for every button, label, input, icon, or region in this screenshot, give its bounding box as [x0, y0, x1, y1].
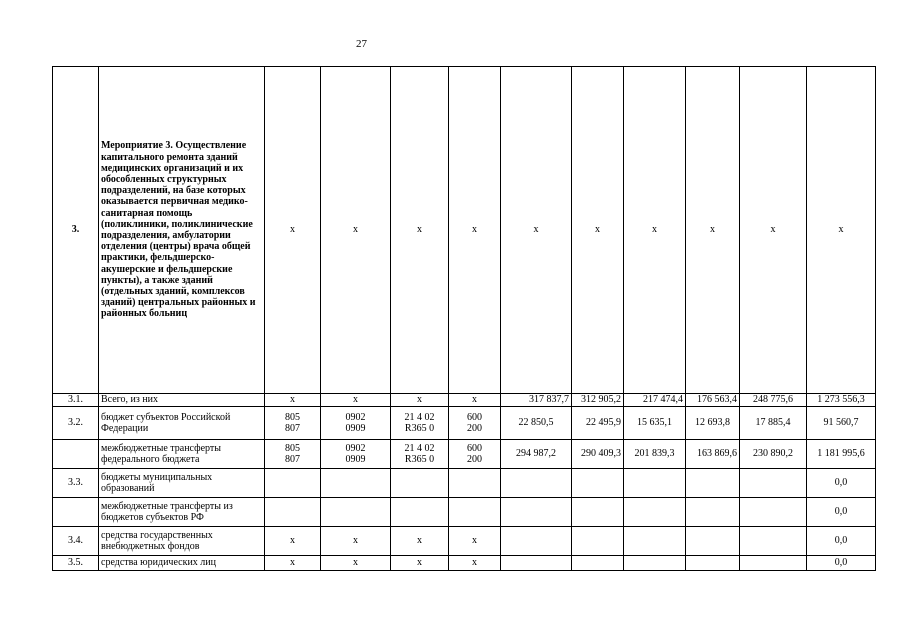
value-cell [686, 498, 740, 527]
vr-cell: x [449, 394, 501, 407]
value-cell [686, 556, 740, 571]
total-cell: 0,0 [807, 498, 876, 527]
measure-title: Мероприятие 3. Осуществление капитального ремонта зданий медицинских организаций и их обособленных структурных подразделений, на базе которых оказывается первичная медико-санитарная помощь (поликлиники, поликлинические подразделения, амбулатории отделения (центры) врача общей практики, фельдшерско-акушерские и фельдшерские пункты), а также зданий (отдельных зданий, комплексов зданий) центральных районных и районных больниц [99, 67, 265, 394]
rzpr-cell [321, 498, 391, 527]
row-number: 3.5. [53, 556, 99, 571]
value-cell [572, 469, 624, 498]
vr-cell: 600 200 [449, 440, 501, 469]
table-row [53, 394, 876, 407]
measure-cell: x [740, 67, 807, 394]
measure-cell: x [572, 67, 624, 394]
value-cell [624, 527, 686, 556]
measure-row [53, 67, 876, 394]
table-row [53, 498, 876, 527]
budget-table [52, 66, 876, 571]
total-cell: 1 273 556,3 [807, 394, 876, 407]
measure-cell: x [807, 67, 876, 394]
value-cell: 230 890,2 [740, 440, 807, 469]
grbs-cell: 805 807 [265, 407, 321, 440]
grbs-cell: x [265, 556, 321, 571]
row-source: межбюджетные трансферты из бюджетов субъектов РФ [99, 498, 265, 527]
value-cell: 317 837,7 [501, 394, 572, 407]
row-number: 3.1. [53, 394, 99, 407]
value-cell [740, 469, 807, 498]
rzpr-cell: x [321, 394, 391, 407]
value-cell: 248 775,6 [740, 394, 807, 407]
row-source: бюджеты муниципальных образований [99, 469, 265, 498]
row-number [53, 440, 99, 469]
rzpr-cell: 0902 0909 [321, 440, 391, 469]
vr-cell [449, 498, 501, 527]
value-cell [740, 527, 807, 556]
row-source: Всего, из них [99, 394, 265, 407]
value-cell: 15 635,1 [624, 407, 686, 440]
csr-cell: x [391, 394, 449, 407]
csr-cell: 21 4 02 R365 0 [391, 407, 449, 440]
total-cell: 91 560,7 [807, 407, 876, 440]
value-cell: 22 850,5 [501, 407, 572, 440]
value-cell: 163 869,6 [686, 440, 740, 469]
row-number: 3.2. [53, 407, 99, 440]
rzpr-cell [321, 469, 391, 498]
value-cell: 290 409,3 [572, 440, 624, 469]
measure-cell: x [501, 67, 572, 394]
value-cell: 201 839,3 [624, 440, 686, 469]
value-cell [572, 556, 624, 571]
csr-cell: x [391, 527, 449, 556]
total-cell: 0,0 [807, 527, 876, 556]
measure-cell: x [449, 67, 501, 394]
rzpr-cell: x [321, 556, 391, 571]
vr-cell [449, 469, 501, 498]
row-number [53, 498, 99, 527]
csr-cell [391, 498, 449, 527]
value-cell: 294 987,2 [501, 440, 572, 469]
value-cell: 312 905,2 [572, 394, 624, 407]
value-cell: 17 885,4 [740, 407, 807, 440]
csr-cell: 21 4 02 R365 0 [391, 440, 449, 469]
measure-cell: x [321, 67, 391, 394]
value-cell: 217 474,4 [624, 394, 686, 407]
value-cell [686, 469, 740, 498]
value-cell [740, 498, 807, 527]
csr-cell [391, 469, 449, 498]
grbs-cell: x [265, 527, 321, 556]
total-cell: 0,0 [807, 469, 876, 498]
value-cell: 12 693,8 [686, 407, 740, 440]
grbs-cell: 805 807 [265, 440, 321, 469]
row-source: средства юридических лиц [99, 556, 265, 571]
grbs-cell [265, 469, 321, 498]
table-row [53, 469, 876, 498]
csr-cell: x [391, 556, 449, 571]
value-cell [501, 556, 572, 571]
value-cell [501, 469, 572, 498]
row-number: 3.3. [53, 469, 99, 498]
vr-cell: x [449, 527, 501, 556]
value-cell [740, 556, 807, 571]
grbs-cell [265, 498, 321, 527]
table-row [53, 440, 876, 469]
total-cell: 0,0 [807, 556, 876, 571]
value-cell [572, 527, 624, 556]
vr-cell: x [449, 556, 501, 571]
value-cell: 176 563,4 [686, 394, 740, 407]
table-row [53, 556, 876, 571]
value-cell: 22 495,9 [572, 407, 624, 440]
measure-cell: x [686, 67, 740, 394]
vr-cell: 600 200 [449, 407, 501, 440]
value-cell [501, 498, 572, 527]
row-source: бюджет субъектов Российской Федерации [99, 407, 265, 440]
value-cell [624, 498, 686, 527]
measure-cell: x [265, 67, 321, 394]
grbs-cell: x [265, 394, 321, 407]
rzpr-cell: 0902 0909 [321, 407, 391, 440]
value-cell [624, 469, 686, 498]
table-row [53, 527, 876, 556]
rzpr-cell: x [321, 527, 391, 556]
row-source: межбюджетные трансферты федерального бюджета [99, 440, 265, 469]
page-number: 27 [356, 38, 367, 50]
row-number: 3.4. [53, 527, 99, 556]
value-cell [501, 527, 572, 556]
value-cell [624, 556, 686, 571]
value-cell [572, 498, 624, 527]
table-row [53, 407, 876, 440]
measure-cell: x [624, 67, 686, 394]
total-cell: 1 181 995,6 [807, 440, 876, 469]
row-source: средства государственных внебюджетных фондов [99, 527, 265, 556]
measure-number: 3. [53, 67, 99, 394]
measure-cell: x [391, 67, 449, 394]
value-cell [686, 527, 740, 556]
